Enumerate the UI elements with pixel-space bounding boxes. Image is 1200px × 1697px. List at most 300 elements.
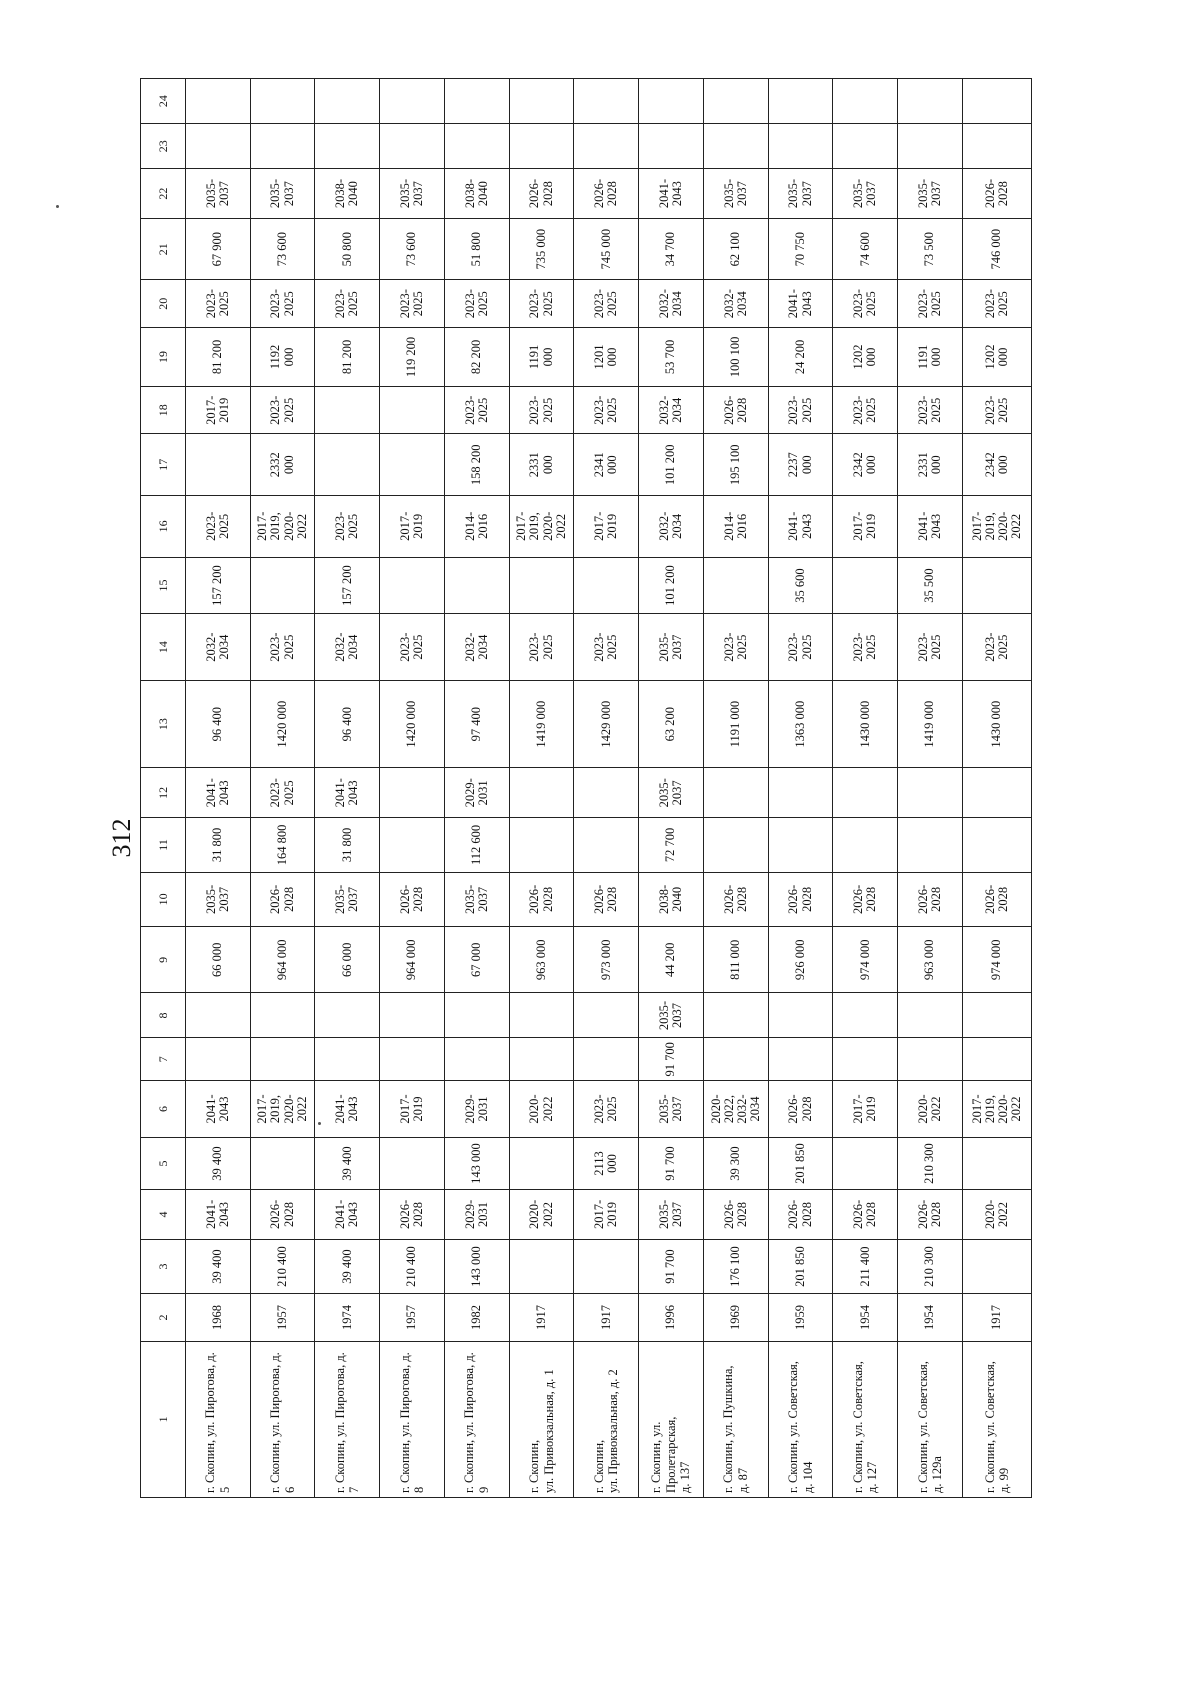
table-cell: 2041- 2043 xyxy=(185,1190,250,1240)
table-cell xyxy=(315,1038,380,1081)
table-cell: 1957 xyxy=(380,1294,445,1341)
table-cell: 2026- 2028 xyxy=(768,872,833,926)
address-cell: г. Скопин, ул. Пирогова, д. 9 xyxy=(444,1341,509,1497)
table-cell: 2023- 2025 xyxy=(315,280,380,327)
table-cell: 2017- 2019 xyxy=(833,1081,898,1138)
table-cell: 1201 000 xyxy=(574,327,639,386)
table-cell: 91 700 xyxy=(639,1239,704,1293)
table-cell: 96 400 xyxy=(185,680,250,768)
table-row xyxy=(315,79,380,1498)
table-cell xyxy=(962,1137,1031,1189)
table-cell xyxy=(380,768,445,818)
table-cell: 2026- 2028 xyxy=(380,872,445,926)
column-number: 8 xyxy=(141,993,186,1038)
table-cell: 91 700 xyxy=(639,1038,704,1081)
page-number: 312 xyxy=(107,818,136,858)
column-number: 22 xyxy=(141,169,186,219)
table-cell: 2035- 2037 xyxy=(639,1081,704,1138)
table-cell xyxy=(444,79,509,124)
table-cell: 2026- 2028 xyxy=(574,872,639,926)
table-cell: 39 400 xyxy=(315,1239,380,1293)
table-cell: 1202 000 xyxy=(962,327,1031,386)
table-cell: 2017- 2019, 2020- 2022 xyxy=(250,1081,315,1138)
table-cell: 2237 000 xyxy=(768,434,833,496)
table-cell: 2035- 2037 xyxy=(250,169,315,219)
table-cell: 2032- 2034 xyxy=(639,496,704,558)
table-cell xyxy=(574,993,639,1038)
table-cell: 157 200 xyxy=(315,557,380,614)
table-cell xyxy=(509,1137,574,1189)
table-cell: 2035- 2037 xyxy=(444,872,509,926)
table-row xyxy=(185,79,250,1498)
table-cell: 2026- 2028 xyxy=(250,872,315,926)
table-cell: 811 000 xyxy=(703,927,768,993)
table-cell: 73 600 xyxy=(380,218,445,280)
table-cell xyxy=(444,557,509,614)
address-cell: г. Скопин, ул. Советская, д. 129а xyxy=(898,1341,963,1497)
table-cell xyxy=(509,1038,574,1081)
table-cell: 746 000 xyxy=(962,218,1031,280)
table-cell: 2023- 2025 xyxy=(833,280,898,327)
column-number: 9 xyxy=(141,927,186,993)
table-cell xyxy=(962,993,1031,1038)
table-cell: 2023- 2025 xyxy=(962,387,1031,434)
table-cell: 2023- 2025 xyxy=(315,496,380,558)
table-row xyxy=(444,79,509,1498)
table-row xyxy=(639,79,704,1498)
table-cell xyxy=(185,124,250,169)
table-cell xyxy=(509,818,574,872)
table-cell xyxy=(574,557,639,614)
column-number: 17 xyxy=(141,434,186,496)
table-cell: 2020- 2022 xyxy=(962,1190,1031,1240)
table-cell: 143 000 xyxy=(444,1137,509,1189)
housing-repair-schedule-table xyxy=(140,78,1032,1498)
table-cell: 2032- 2034 xyxy=(185,614,250,680)
column-number: 7 xyxy=(141,1038,186,1081)
table-cell: 2023- 2025 xyxy=(574,387,639,434)
table-cell: 2026- 2028 xyxy=(768,1190,833,1240)
table-cell xyxy=(962,1038,1031,1081)
table-cell: 157 200 xyxy=(185,557,250,614)
table-cell: 62 100 xyxy=(703,218,768,280)
table-cell: 2041- 2043 xyxy=(315,1081,380,1138)
column-number: 6 xyxy=(141,1081,186,1138)
table-cell: 66 000 xyxy=(185,927,250,993)
table-cell: 2023- 2025 xyxy=(574,280,639,327)
table-cell: 2017- 2019 xyxy=(380,1081,445,1138)
table-cell: 2035- 2037 xyxy=(185,169,250,219)
table-cell: 2331 000 xyxy=(509,434,574,496)
table-cell: 2035- 2037 xyxy=(380,169,445,219)
table-cell: 1974 xyxy=(315,1294,380,1341)
table-cell: 2017- 2019 xyxy=(380,496,445,558)
table-cell: 211 400 xyxy=(833,1239,898,1293)
table-cell xyxy=(833,993,898,1038)
table-cell: 70 750 xyxy=(768,218,833,280)
table-cell: 2026- 2028 xyxy=(703,872,768,926)
table-cell: 2026- 2028 xyxy=(380,1190,445,1240)
column-number: 2 xyxy=(141,1294,186,1341)
table-cell: 39 400 xyxy=(315,1137,380,1189)
table-cell: 963 000 xyxy=(898,927,963,993)
table-cell xyxy=(250,1038,315,1081)
table-cell: 210 300 xyxy=(898,1239,963,1293)
table-cell: 2026- 2028 xyxy=(250,1190,315,1240)
table-cell: 112 600 xyxy=(444,818,509,872)
table-cell: 2026- 2028 xyxy=(833,1190,898,1240)
table-cell xyxy=(509,1239,574,1293)
table-cell: 2017- 2019, 2020- 2022 xyxy=(962,496,1031,558)
table-cell: 2017- 2019 xyxy=(574,496,639,558)
table-cell: 2041- 2043 xyxy=(315,768,380,818)
table-cell xyxy=(768,993,833,1038)
table-cell: 1419 000 xyxy=(898,680,963,768)
table-cell: 2023- 2025 xyxy=(574,1081,639,1138)
table-row xyxy=(768,79,833,1498)
table-cell: 964 000 xyxy=(250,927,315,993)
table-cell xyxy=(833,1038,898,1081)
table-cell: 2026- 2028 xyxy=(509,872,574,926)
table-cell xyxy=(833,818,898,872)
table-cell xyxy=(574,768,639,818)
table-cell: 31 800 xyxy=(315,818,380,872)
table-cell: 35 500 xyxy=(898,557,963,614)
table-cell: 2038- 2040 xyxy=(315,169,380,219)
address-cell: г. Скопин, ул. Пушкина, д. 87 xyxy=(703,1341,768,1497)
table-cell: 2032- 2034 xyxy=(444,614,509,680)
table-cell: 31 800 xyxy=(185,818,250,872)
table-cell xyxy=(962,818,1031,872)
table-cell: 2041- 2043 xyxy=(898,496,963,558)
column-number: 5 xyxy=(141,1137,186,1189)
table-cell: 176 100 xyxy=(703,1239,768,1293)
table-cell xyxy=(768,768,833,818)
table-cell xyxy=(444,124,509,169)
scan-speck xyxy=(56,205,59,208)
table-cell: 72 700 xyxy=(639,818,704,872)
table-cell: 1420 000 xyxy=(250,680,315,768)
table-cell: 1969 xyxy=(703,1294,768,1341)
table-row xyxy=(833,79,898,1498)
column-number: 16 xyxy=(141,496,186,558)
table-cell: 2332 000 xyxy=(250,434,315,496)
address-cell: г. Скопин, ул. Пирогова, д. 5 xyxy=(185,1341,250,1497)
table-cell xyxy=(315,387,380,434)
table-cell xyxy=(574,818,639,872)
table-cell: 2023- 2025 xyxy=(768,614,833,680)
table-cell: 1917 xyxy=(574,1294,639,1341)
table-cell: 50 800 xyxy=(315,218,380,280)
table-cell xyxy=(768,1038,833,1081)
table-cell xyxy=(380,818,445,872)
table-cell: 2035- 2037 xyxy=(639,1190,704,1240)
table-cell: 2023- 2025 xyxy=(380,280,445,327)
table-cell: 2029- 2031 xyxy=(444,768,509,818)
table-row xyxy=(380,79,445,1498)
table-cell: 2014- 2016 xyxy=(444,496,509,558)
table-cell xyxy=(703,124,768,169)
table-cell xyxy=(703,818,768,872)
column-number: 3 xyxy=(141,1239,186,1293)
table-cell xyxy=(315,993,380,1038)
table-cell: 1429 000 xyxy=(574,680,639,768)
table-cell: 51 800 xyxy=(444,218,509,280)
table-cell: 1202 000 xyxy=(833,327,898,386)
table-cell: 2023- 2025 xyxy=(250,280,315,327)
table-cell: 2035- 2037 xyxy=(768,169,833,219)
table-cell xyxy=(768,818,833,872)
address-cell: г. Скопин, ул. Советская, д. 127 xyxy=(833,1341,898,1497)
table-cell: 1420 000 xyxy=(380,680,445,768)
table-cell: 210 300 xyxy=(898,1137,963,1189)
table-cell: 39 300 xyxy=(703,1137,768,1189)
column-number: 19 xyxy=(141,327,186,386)
table-cell: 1191 000 xyxy=(703,680,768,768)
table-cell: 2026- 2028 xyxy=(509,169,574,219)
table-cell: 2026- 2028 xyxy=(962,872,1031,926)
table-cell xyxy=(250,557,315,614)
table-cell xyxy=(509,768,574,818)
table-cell: 2026- 2028 xyxy=(898,872,963,926)
table-cell: 2023- 2025 xyxy=(250,387,315,434)
table-cell: 1957 xyxy=(250,1294,315,1341)
table-cell: 73 500 xyxy=(898,218,963,280)
table-cell: 926 000 xyxy=(768,927,833,993)
table-cell: 195 100 xyxy=(703,434,768,496)
table-cell: 100 100 xyxy=(703,327,768,386)
table-cell xyxy=(250,124,315,169)
table-cell: 97 400 xyxy=(444,680,509,768)
table-cell: 2017- 2019, 2020- 2022 xyxy=(250,496,315,558)
table-cell: 1430 000 xyxy=(962,680,1031,768)
table-cell xyxy=(509,557,574,614)
table-cell: 1191 000 xyxy=(509,327,574,386)
address-cell: г. Скопин, ул. Пролетарская, д. 137 xyxy=(639,1341,704,1497)
table-cell: 2023- 2025 xyxy=(898,280,963,327)
table-cell: 2026- 2028 xyxy=(574,169,639,219)
table-cell xyxy=(380,557,445,614)
table-cell: 81 200 xyxy=(315,327,380,386)
table-cell: 2023- 2025 xyxy=(185,280,250,327)
table-cell: 96 400 xyxy=(315,680,380,768)
table-cell: 1982 xyxy=(444,1294,509,1341)
table-cell xyxy=(509,79,574,124)
table-cell: 1954 xyxy=(898,1294,963,1341)
table-cell: 2023- 2025 xyxy=(574,614,639,680)
table-cell: 1954 xyxy=(833,1294,898,1341)
table-cell xyxy=(185,79,250,124)
table-cell: 2342 000 xyxy=(962,434,1031,496)
table-cell xyxy=(250,993,315,1038)
table-cell xyxy=(962,79,1031,124)
scan-speck xyxy=(318,1122,321,1125)
table-cell: 2023- 2025 xyxy=(833,614,898,680)
column-number: 13 xyxy=(141,680,186,768)
address-cell: г. Скопин, ул. Советская, д. 104 xyxy=(768,1341,833,1497)
table-cell xyxy=(703,1038,768,1081)
table-cell xyxy=(962,124,1031,169)
table-cell: 2035- 2037 xyxy=(639,768,704,818)
table-cell xyxy=(574,1038,639,1081)
table-cell: 2029- 2031 xyxy=(444,1190,509,1240)
table-cell: 2023- 2025 xyxy=(962,280,1031,327)
table-cell: 2041- 2043 xyxy=(185,1081,250,1138)
column-number: 18 xyxy=(141,387,186,434)
table-cell: 2017- 2019, 2020- 2022 xyxy=(962,1081,1031,1138)
rotated-table xyxy=(140,78,1032,1498)
table-cell xyxy=(639,79,704,124)
table-cell: 1996 xyxy=(639,1294,704,1341)
table-cell: 67 900 xyxy=(185,218,250,280)
table-cell xyxy=(315,124,380,169)
table-cell: 2026- 2028 xyxy=(833,872,898,926)
table-cell: 2035- 2037 xyxy=(703,169,768,219)
table-cell xyxy=(768,124,833,169)
table-cell xyxy=(250,79,315,124)
table-cell xyxy=(380,434,445,496)
table-cell xyxy=(962,557,1031,614)
table-cell: 2023- 2025 xyxy=(509,280,574,327)
table-cell: 2041- 2043 xyxy=(185,768,250,818)
table-cell: 2020- 2022 xyxy=(509,1081,574,1138)
table-cell xyxy=(703,557,768,614)
table-cell xyxy=(444,993,509,1038)
table-cell: 964 000 xyxy=(380,927,445,993)
table-cell: 963 000 xyxy=(509,927,574,993)
table-cell xyxy=(833,557,898,614)
table-cell: 1419 000 xyxy=(509,680,574,768)
table-cell: 1959 xyxy=(768,1294,833,1341)
table-cell: 201 850 xyxy=(768,1137,833,1189)
table-cell xyxy=(898,124,963,169)
table-cell: 2026- 2028 xyxy=(703,1190,768,1240)
table-cell: 81 200 xyxy=(185,327,250,386)
table-cell: 2113 000 xyxy=(574,1137,639,1189)
table-cell: 82 200 xyxy=(444,327,509,386)
table-cell: 2023- 2025 xyxy=(509,387,574,434)
table-cell xyxy=(574,124,639,169)
table-cell xyxy=(898,993,963,1038)
table-cell: 2023- 2025 xyxy=(898,387,963,434)
table-cell: 39 400 xyxy=(185,1137,250,1189)
table-cell: 119 200 xyxy=(380,327,445,386)
table-cell: 2035- 2037 xyxy=(639,614,704,680)
table-cell xyxy=(509,993,574,1038)
table-cell: 73 600 xyxy=(250,218,315,280)
table-cell: 2026- 2028 xyxy=(962,169,1031,219)
table-cell: 66 000 xyxy=(315,927,380,993)
table-cell: 2014- 2016 xyxy=(703,496,768,558)
table-cell: 74 600 xyxy=(833,218,898,280)
table-cell: 2041- 2043 xyxy=(768,496,833,558)
table-row xyxy=(898,79,963,1498)
table-cell: 101 200 xyxy=(639,557,704,614)
column-number: 11 xyxy=(141,818,186,872)
table-cell xyxy=(380,1137,445,1189)
column-number: 10 xyxy=(141,872,186,926)
table-row xyxy=(250,79,315,1498)
table-cell xyxy=(315,79,380,124)
table-cell xyxy=(833,79,898,124)
table-row xyxy=(574,79,639,1498)
column-number: 20 xyxy=(141,280,186,327)
table-cell: 210 400 xyxy=(250,1239,315,1293)
table-cell: 2023- 2025 xyxy=(962,614,1031,680)
table-cell: 2023- 2025 xyxy=(768,387,833,434)
table-cell: 39 400 xyxy=(185,1239,250,1293)
table-cell: 24 200 xyxy=(768,327,833,386)
table-cell: 974 000 xyxy=(962,927,1031,993)
table-cell: 2026- 2028 xyxy=(703,387,768,434)
table-cell: 91 700 xyxy=(639,1137,704,1189)
table-cell: 2035- 2037 xyxy=(833,169,898,219)
table-cell: 2035- 2037 xyxy=(639,993,704,1038)
table-cell: 1430 000 xyxy=(833,680,898,768)
table-cell: 2029- 2031 xyxy=(444,1081,509,1138)
table-cell xyxy=(185,434,250,496)
table-cell xyxy=(185,993,250,1038)
table-cell: 735 000 xyxy=(509,218,574,280)
table-cell: 2041- 2043 xyxy=(639,169,704,219)
address-cell: г. Скопин, ул. Пирогова, д. 8 xyxy=(380,1341,445,1497)
table-cell xyxy=(250,1137,315,1189)
table-cell xyxy=(898,79,963,124)
table-cell xyxy=(962,1239,1031,1293)
table-cell: 67 000 xyxy=(444,927,509,993)
table-cell: 2023- 2025 xyxy=(380,614,445,680)
address-cell: г. Скопин, ул. Привокзальная, д. 1 xyxy=(509,1341,574,1497)
table-cell: 63 200 xyxy=(639,680,704,768)
table-cell: 2023- 2025 xyxy=(250,768,315,818)
table-cell: 1917 xyxy=(962,1294,1031,1341)
table-cell: 745 000 xyxy=(574,218,639,280)
table-row xyxy=(703,79,768,1498)
table-cell: 2026- 2028 xyxy=(768,1081,833,1138)
table-cell: 2032- 2034 xyxy=(315,614,380,680)
table-cell: 2023- 2025 xyxy=(250,614,315,680)
table-cell xyxy=(444,1038,509,1081)
address-cell: г. Скопин, ул. Пирогова, д. 7 xyxy=(315,1341,380,1497)
table-cell: 2023- 2025 xyxy=(444,387,509,434)
table-cell: 2035- 2037 xyxy=(898,169,963,219)
table-cell: 2041- 2043 xyxy=(315,1190,380,1240)
table-cell xyxy=(962,768,1031,818)
table-cell: 2023- 2025 xyxy=(898,614,963,680)
column-number: 23 xyxy=(141,124,186,169)
table-cell: 2041- 2043 xyxy=(768,280,833,327)
table-row xyxy=(509,79,574,1498)
table-cell: 101 200 xyxy=(639,434,704,496)
table-cell: 2023- 2025 xyxy=(833,387,898,434)
table-cell xyxy=(574,1239,639,1293)
table-cell xyxy=(833,124,898,169)
table-cell xyxy=(315,434,380,496)
table-cell: 2023- 2025 xyxy=(185,496,250,558)
table-cell: 2017- 2019 xyxy=(833,496,898,558)
column-number: 12 xyxy=(141,768,186,818)
table-cell xyxy=(768,79,833,124)
address-cell: г. Скопин, ул. Советская, д. 99 xyxy=(962,1341,1031,1497)
table-cell: 2023- 2025 xyxy=(509,614,574,680)
table-cell: 1363 000 xyxy=(768,680,833,768)
table-cell xyxy=(833,768,898,818)
table-cell xyxy=(898,818,963,872)
table-cell: 35 600 xyxy=(768,557,833,614)
table-cell: 2023- 2025 xyxy=(444,280,509,327)
address-cell: г. Скопин, ул. Пирогова, д. 6 xyxy=(250,1341,315,1497)
table-cell: 2032- 2034 xyxy=(703,280,768,327)
